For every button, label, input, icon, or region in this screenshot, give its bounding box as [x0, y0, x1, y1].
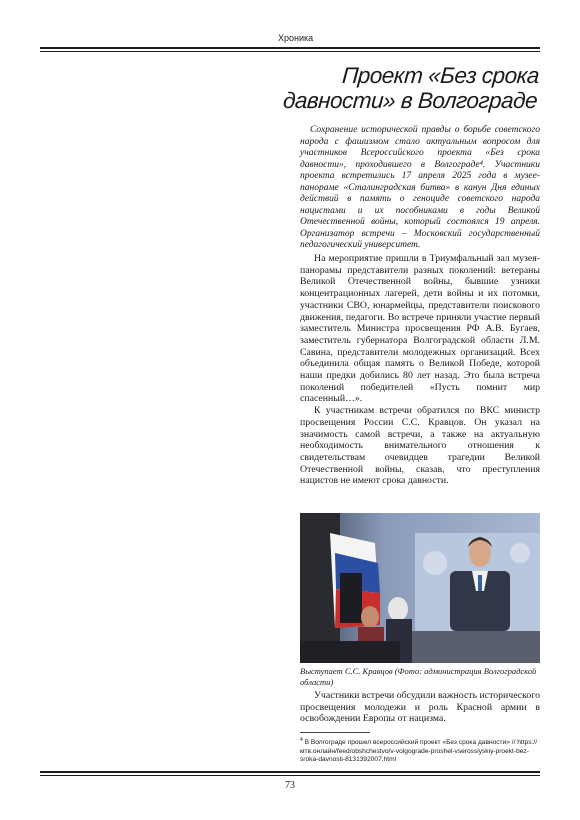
article-lead: Сохранение исторической правды о борьбе советского народа с фашизмом стало актуальным вопросом для участников Всероссийского проекта «Без срока давности», проходившего в Волгограде⁴. Участники проекта встретились 17 апреля 2025 года в музее-панораме «Сталинградская битва» в канун Дня единых действий в память о геноциде советского народа нацистами и их пособниками в годы Великой Отечественной войны, который состоялся 19 апреля. Организатор встречи – Московский государственный педагогический университет. [300, 125, 540, 250]
article-title: Проект «Без срока давности» в Волгограде [282, 63, 540, 113]
footnote [300, 736, 540, 764]
header-rule [40, 47, 540, 49]
footnote-marker: 4 [300, 737, 303, 743]
photo-illustration [300, 513, 540, 663]
article-photo [300, 513, 540, 663]
body-paragraph-3: Участники встречи обсудили важность исторического просвещения молодежи и роль Красной армии в освобождении Европы от нацизма. [300, 690, 540, 725]
header-rule-thin [40, 51, 540, 52]
footnote-text: В Волгограде прошел всероссийский проект «Без срока давности» // https://мтв.онлайн/feed/obshchestvo/v-volgograde-proshel-vserossiyskiy-proekt-bez-sroka-davnosti-8131392007.html [300, 739, 538, 763]
section-label: Хроника [278, 33, 314, 43]
footer-rule [40, 771, 540, 773]
body-column-lower [300, 690, 540, 725]
footer-rule-thin [40, 775, 540, 776]
page-number: 73 [285, 780, 295, 791]
photo-caption: Выступает С.С. Кравцов (Фото: администрация Волгоградской области) [300, 666, 537, 687]
body-column-upper [300, 253, 540, 487]
body-paragraph-2: К участникам встречи обратился по ВКС министр просвещения России С.С. Кравцов. Он указал на значимость самой встречи, а также на актуальную необходимость внимательного отношения к свидетельствам очевидцев трагедии Великой Отечественной войны, сказав, что преступления нацистов не имеют срока давности. [300, 405, 540, 487]
body-paragraph-1: На мероприятие пришли в Триумфальный зал музея-панорамы представители разных поколений: ветераны Великой Отечественной войны, бывшие узники концентрационных лагерей, дети войны и их потомки, участники СВО, юнармейцы, представители поискового движения, педагоги. Во встрече приняли участие первый заместитель Министра просвещения РФ А.В. Бугаев, заместитель губернатора Волгоградской области Л.М. Савина, представители молодежных организаций. Всех объединила общая память о Великой Победе, которой наши предки добились 80 лет назад. Это была встреча поколений победителей «Пусть помнит мир спасенный…». [300, 253, 540, 405]
footnote-rule [300, 732, 370, 733]
